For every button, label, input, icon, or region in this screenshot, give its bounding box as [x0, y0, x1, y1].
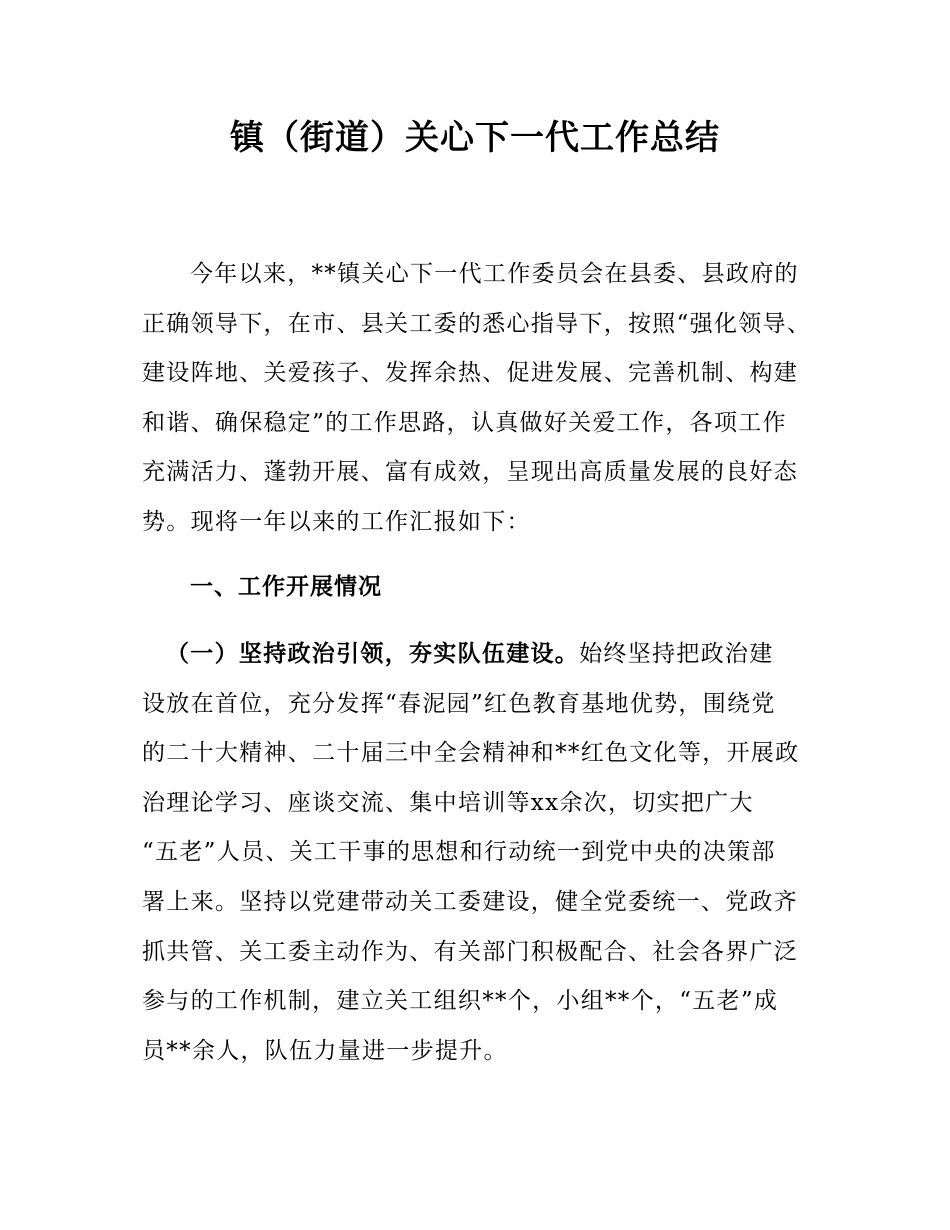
subsection-paragraph: [142, 630, 842, 1076]
subsection-heading: （一）坚持政治引领，夯实队伍建设。: [166, 641, 580, 667]
paragraph-line: 建设阵地、关爱孩子、发挥余热、促进发展、完善机制、构建: [142, 360, 799, 387]
paragraph-line: 势。现将一年以来的工作汇报如下：: [142, 508, 531, 535]
section-heading: 一、工作开展情况: [190, 574, 382, 600]
paragraph-line: 设放在首位，充分发挥“春泥园”红色教育基地优势，围绕党: [142, 690, 776, 717]
paragraph-line: 员**余人，队伍力量进一步提升。: [142, 1037, 508, 1064]
paragraph-line: “五老”人员、关工干事的思想和行动统一到党中央的决策部: [142, 839, 776, 866]
paragraph-text: 始终坚持把政治建: [579, 641, 774, 667]
paragraph-line: 参与的工作机制，建立关工组织**个，小组**个，“五老”成: [142, 988, 779, 1015]
paragraph-first-line: [142, 630, 842, 680]
document-title: 镇（街道）关心下一代工作总结: [230, 118, 720, 158]
intro-paragraph: [142, 250, 842, 548]
paragraph-line: 正确领导下，在市、县关工委的悉心指导下，按照“强化领导、: [142, 310, 812, 337]
paragraph-line: 署上来。坚持以党建带动关工委建设，健全党委统一、党政齐: [142, 888, 799, 915]
paragraph-line: 抓共管、关工委主动作为、有关部门积极配合、社会各界广泛: [142, 938, 799, 965]
paragraph-line: 和谐、确保稳定”的工作思路，认真做好关爱工作，各项工作: [142, 409, 787, 436]
paragraph-line: 治理论学习、座谈交流、集中培训等xx余次，切实把广大: [142, 789, 754, 816]
paragraph-line: 的二十大精神、二十届三中全会精神和**红色文化等，开展政: [142, 740, 800, 767]
paragraph-line: 充满活力、蓬勃开展、富有成效，呈现出高质量发展的良好态: [142, 459, 799, 486]
paragraph-line: 今年以来，**镇关心下一代工作委员会在县委、县政府的: [190, 261, 799, 287]
